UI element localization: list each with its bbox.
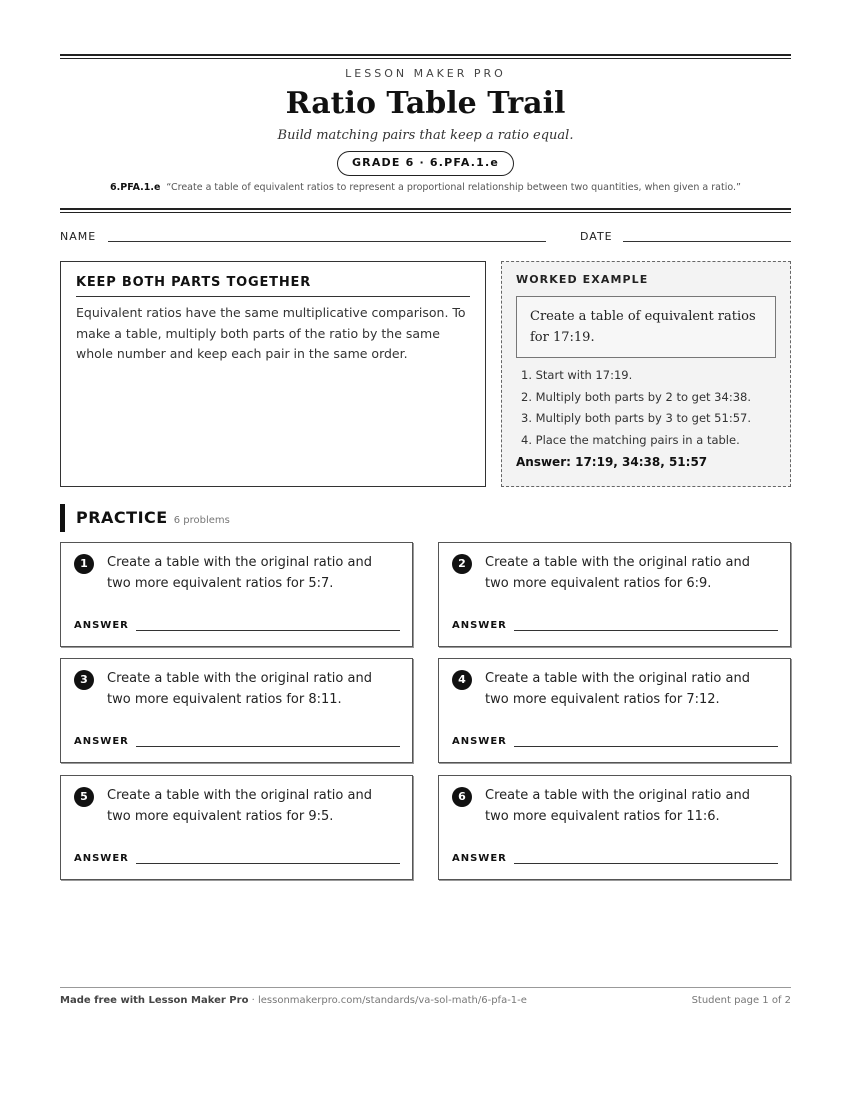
problem-number: 2 [452,554,472,574]
answer-field[interactable] [514,863,778,864]
footer-divider [60,987,791,988]
example-prompt: Create a table of equivalent ratios for 17:19. [516,296,776,358]
page-footer [60,995,791,1006]
answer-field[interactable] [136,746,400,747]
grade-standard-badge: GRADE 6 · 6.PFA.1.e [337,151,514,176]
problem-card-2 [438,542,791,647]
worksheet-subtitle: Build matching pairs that keep a ratio equal. [277,128,574,143]
standard-description [60,182,791,193]
concept-box [60,261,486,487]
worksheet-header [60,66,791,176]
date-label: DATE [580,230,613,243]
standard-code: 6.PFA.1.e [110,182,161,193]
problem-text: Create a table with the original ratio and two more equivalent ratios for 9:5. [107,788,372,824]
standard-text: “Create a table of equivalent ratios to represent a proportional relationship between two quantities, when given a ratio.” [166,182,741,193]
answer-field[interactable] [514,746,778,747]
name-label: NAME [60,230,97,243]
worksheet-page [60,0,791,1100]
practice-title: PRACTICE [76,508,168,527]
concept-heading: KEEP BOTH PARTS TOGETHER [76,275,470,297]
problem-text: Create a table with the original ratio and two more equivalent ratios for 8:11. [107,671,372,707]
brand-name: LESSON MAKER PRO [345,67,506,80]
problem-text: Create a table with the original ratio and two more equivalent ratios for 6:9. [485,555,750,591]
page-indicator: Student page 1 of 2 [691,995,791,1006]
problem-number: 1 [74,554,94,574]
date-field[interactable] [623,241,791,242]
problem-card-4 [438,658,791,763]
problem-text: Create a table with the original ratio and two more equivalent ratios for 5:7. [107,555,372,591]
example-heading: WORKED EXAMPLE [516,273,649,286]
answer-field[interactable] [514,630,778,631]
answer-field[interactable] [136,630,400,631]
top-divider [60,54,791,59]
problem-number: 6 [452,787,472,807]
footer-url[interactable]: · lessonmakerpro.com/standards/va-sol-math/6-pfa-1-e [248,995,527,1006]
answer-label: ANSWER [74,620,129,631]
answer-label: ANSWER [452,736,507,747]
worksheet-title: Ratio Table Trail [285,86,566,121]
footer-credit: Made free with Lesson Maker Pro [60,995,249,1006]
answer-label: ANSWER [452,853,507,864]
name-date-row [60,228,791,246]
header-bottom-divider [60,208,791,213]
problem-number: 5 [74,787,94,807]
concept-body: Equivalent ratios have the same multiplicative comparison. To make a table, multiply both parts of the ratio by the same whole number and keep each pair in the same order. [76,305,466,361]
problem-card-6 [438,775,791,880]
problem-card-5 [60,775,413,880]
example-step: 1. Start with 17:19. [521,368,633,382]
example-step: 4. Place the matching pairs in a table. [521,432,740,447]
problem-number: 3 [74,670,94,690]
answer-label: ANSWER [452,620,507,631]
problem-card-3 [60,658,413,763]
answer-label: ANSWER [74,853,129,864]
worked-example-box [501,261,791,487]
name-field[interactable] [108,241,546,242]
practice-heading [60,504,230,532]
example-steps [516,365,776,451]
problem-count: 6 problems [173,515,230,526]
answer-label: ANSWER [74,736,129,747]
problem-text: Create a table with the original ratio and two more equivalent ratios for 7:12. [485,671,750,707]
answer-field[interactable] [136,863,400,864]
problem-text: Create a table with the original ratio and two more equivalent ratios for 11:6. [485,788,750,824]
example-answer: Answer: 17:19, 34:38, 51:57 [516,455,708,469]
problem-number: 4 [452,670,472,690]
example-step: 3. Multiply both parts by 3 to get 51:57. [521,411,751,425]
example-step: 2. Multiply both parts by 2 to get 34:38. [521,389,751,404]
problem-card-1 [60,542,413,647]
